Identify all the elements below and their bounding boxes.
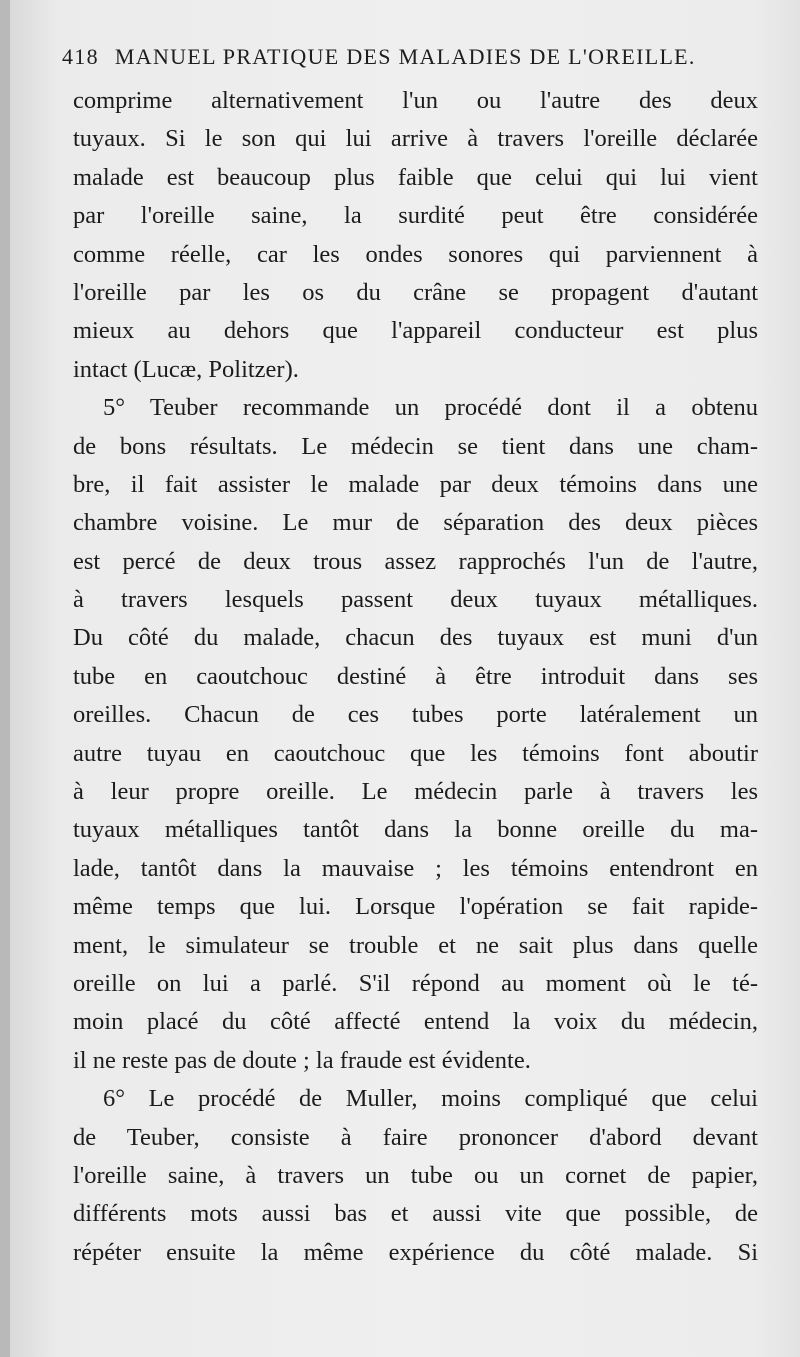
body-text: [73, 82, 758, 1272]
text-line: lade, tantôt dans la mauvaise ; les témoins entendront en: [73, 854, 758, 882]
running-head: [62, 44, 762, 70]
text-line: même temps que lui. Lorsque l'opération se fait rapide-: [73, 893, 758, 921]
text-line: différents mots aussi bas et aussi vite que possible, de: [73, 1200, 758, 1228]
text-line: comme réelle, car les ondes sonores qui parviennent à: [73, 240, 758, 268]
text-line: malade est beaucoup plus faible que celui qui lui vient: [73, 163, 758, 191]
text-line: de Teuber, consiste à faire prononcer d'abord devant: [73, 1123, 758, 1151]
text-line: répéter ensuite la même expérience du côté malade. Si: [73, 1238, 758, 1266]
text-line: oreilles. Chacun de ces tubes porte latéralement un: [73, 701, 758, 729]
text-line: est percé de deux trous assez rapprochés l'un de l'autre,: [73, 547, 758, 575]
text-line: ment, le simulateur se trouble et ne sait plus dans quelle: [73, 931, 758, 959]
text-line: moin placé du côté affecté entend la voix du médecin,: [73, 1008, 758, 1036]
text-line: autre tuyau en caoutchouc que les témoins font aboutir: [73, 739, 758, 767]
text-line: il ne reste pas de doute ; la fraude est évidente.: [73, 1046, 531, 1074]
text-line: par l'oreille saine, la surdité peut être considérée: [73, 202, 758, 230]
page-number: 418: [62, 44, 99, 69]
text-line: de bons résultats. Le médecin se tient dans une cham-: [73, 432, 758, 460]
text-line: 5° Teuber recommande un procédé dont il a obtenu: [103, 394, 758, 422]
running-title: MANUEL PRATIQUE DES MALADIES DE L'OREILLE.: [114, 44, 696, 69]
text-line: tube en caoutchouc destiné à être introduit dans ses: [73, 662, 758, 690]
text-line: tuyaux. Si le son qui lui arrive à travers l'oreille déclarée: [73, 125, 758, 153]
text-line: l'oreille par les os du crâne se propagent d'autant: [73, 278, 758, 306]
text-line: Du côté du malade, chacun des tuyaux est muni d'un: [73, 624, 758, 652]
text-line: à leur propre oreille. Le médecin parle à travers les: [73, 778, 758, 806]
text-line: chambre voisine. Le mur de séparation des deux pièces: [73, 509, 758, 537]
text-line: 6° Le procédé de Muller, moins compliqué que celui: [103, 1085, 758, 1113]
text-line: bre, il fait assister le malade par deux témoins dans une: [73, 470, 758, 498]
text-line: tuyaux métalliques tantôt dans la bonne oreille du ma-: [73, 816, 758, 844]
text-line: l'oreille saine, à travers un tube ou un cornet de papier,: [73, 1161, 758, 1189]
book-page: [10, 0, 800, 1357]
text-line: à travers lesquels passent deux tuyaux métalliques.: [73, 586, 758, 614]
text-line: intact (Lucæ, Politzer).: [73, 355, 299, 383]
text-line: oreille on lui a parlé. S'il répond au moment où le té-: [73, 969, 758, 997]
text-line: mieux au dehors que l'appareil conducteur est plus: [73, 317, 758, 345]
text-line: comprime alternativement l'un ou l'autre des deux: [73, 87, 758, 114]
